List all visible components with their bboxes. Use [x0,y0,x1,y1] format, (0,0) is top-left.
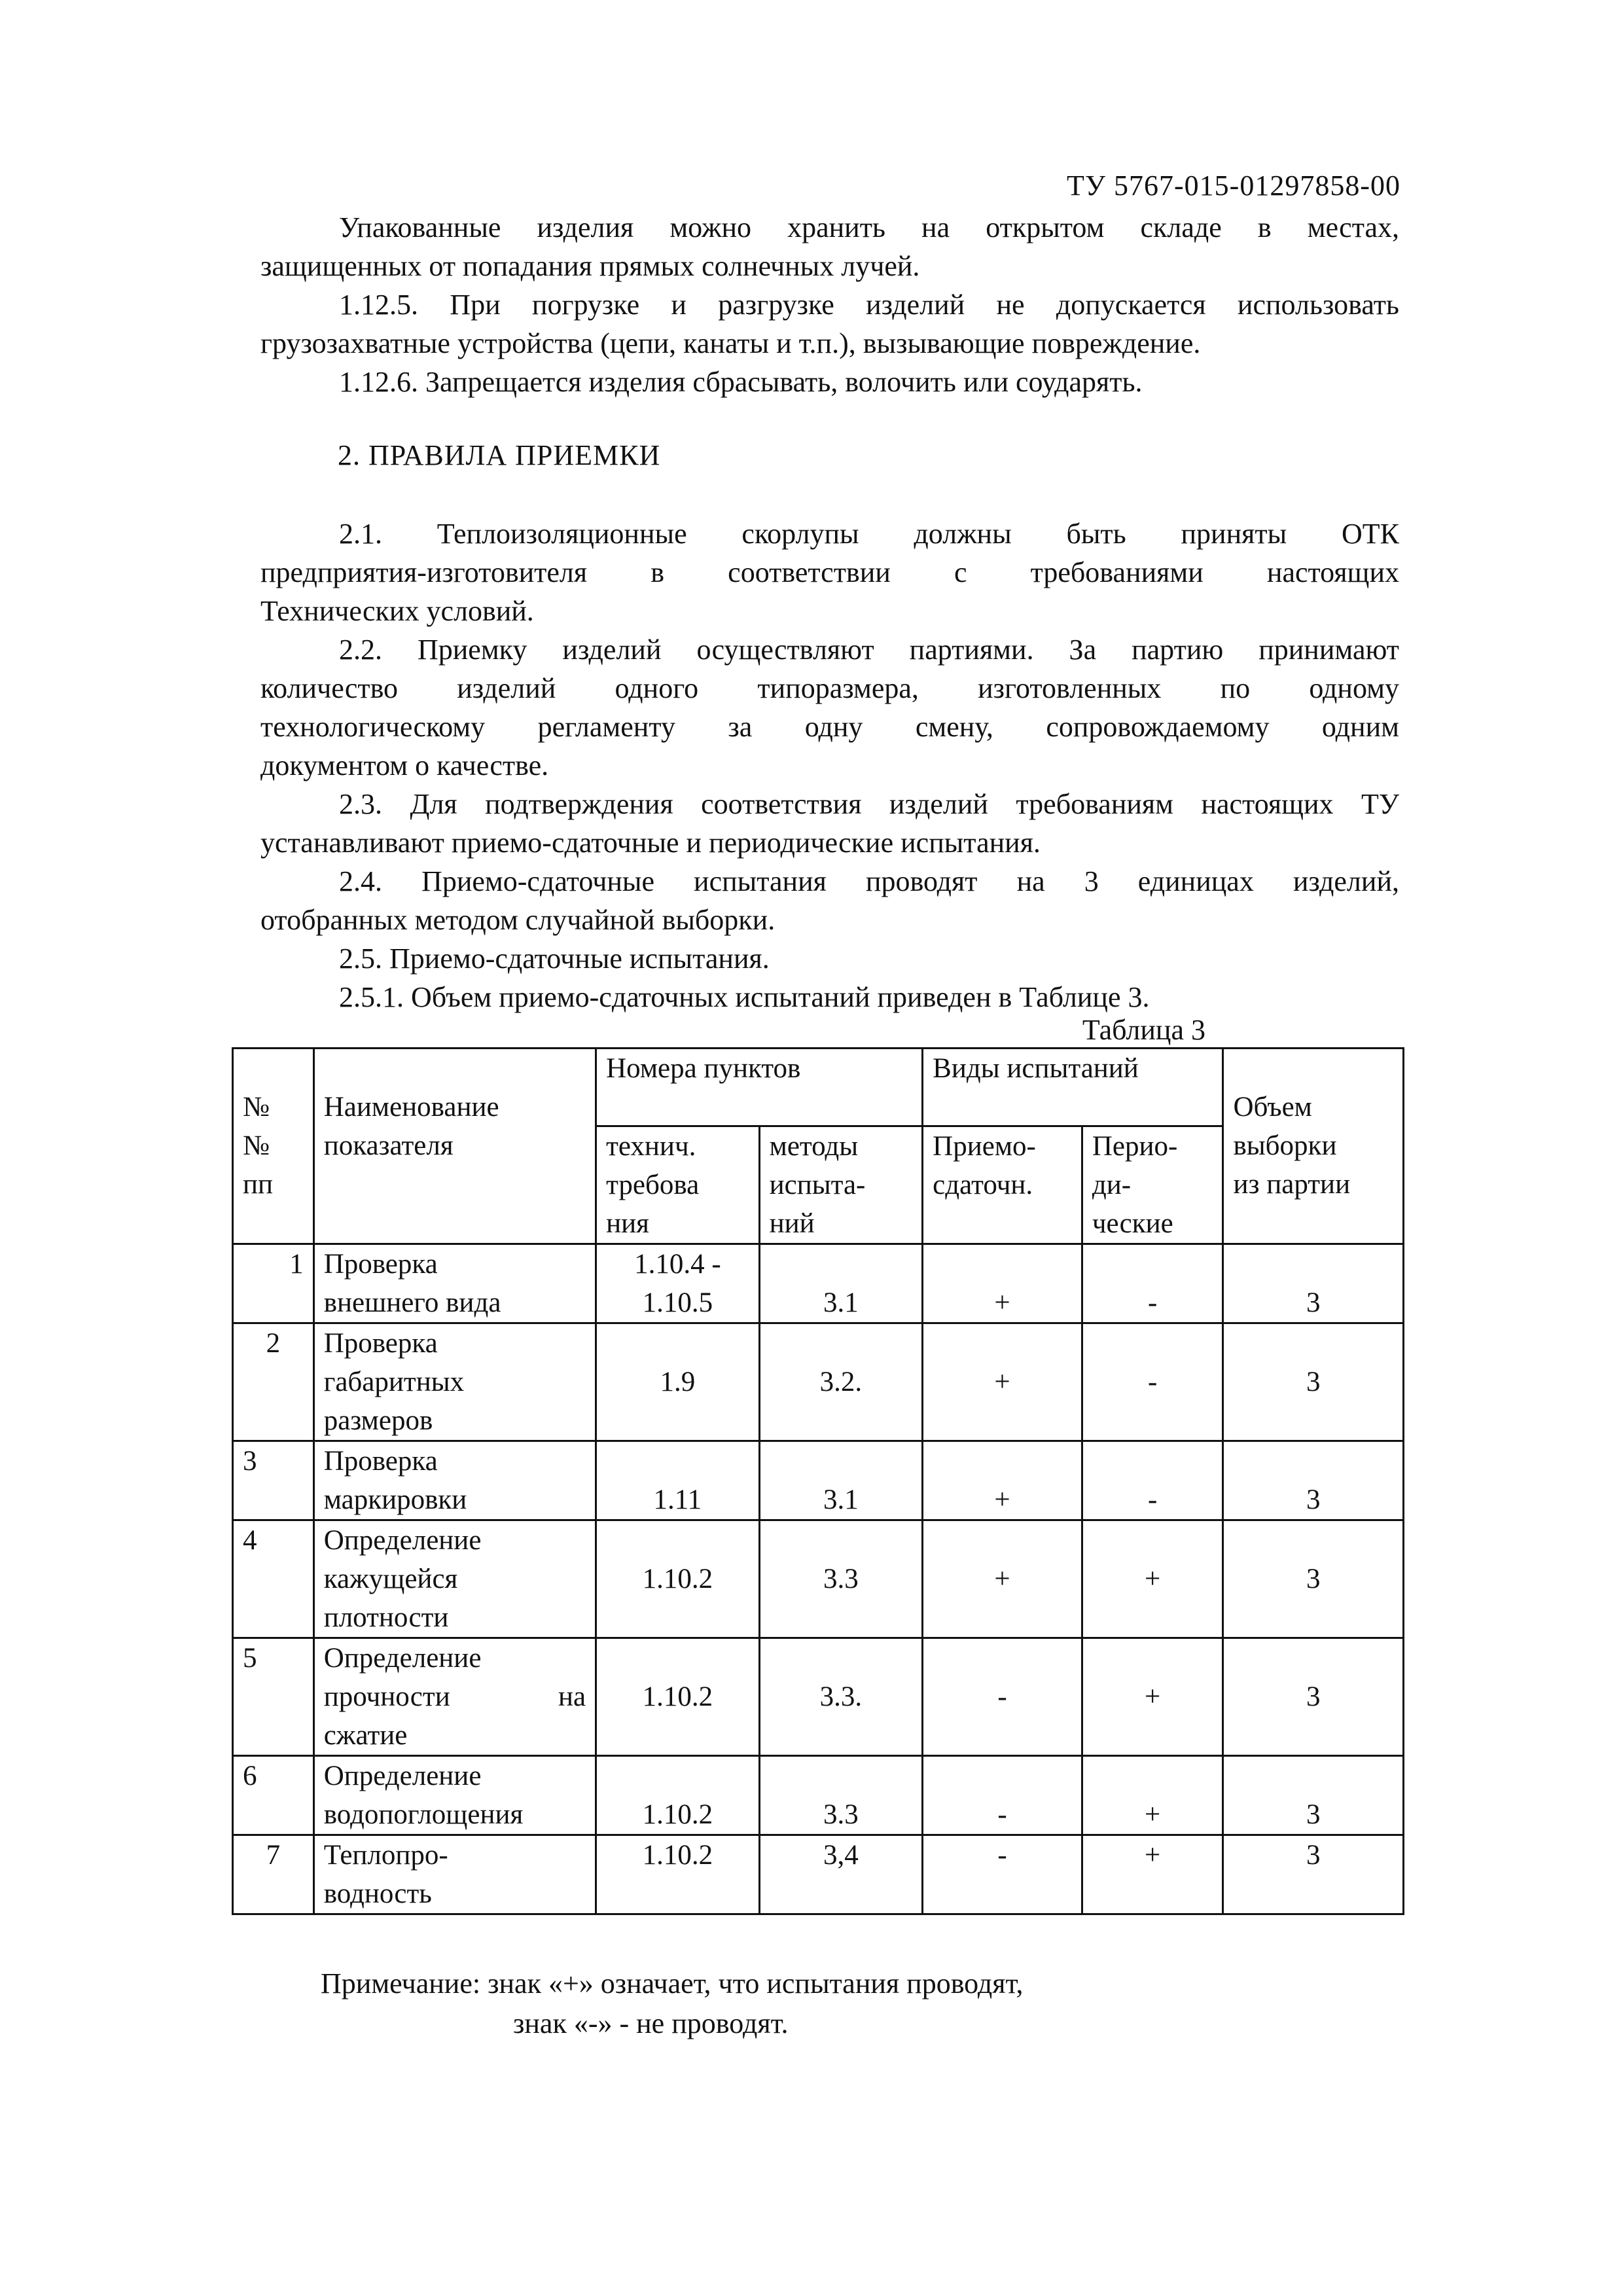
cell-name: Определение прочности на сжатие [313,1638,596,1756]
cell-periodic: - [1082,1244,1223,1323]
cell-volume: 3 [1223,1441,1404,1520]
table-row [233,1520,1404,1638]
cell-num: 2 [233,1323,314,1441]
acceptance-tests-table [232,1047,1404,1915]
paragraph-line: 1.12.6. Запрещается изделия сбрасывать, волочить или соударять. [339,366,1143,398]
cell-acceptance: - [923,1638,1082,1756]
paragraph-line: предприятия-изготовителя в соответствии с требованиями настоящих [260,556,1399,588]
table-header-row [233,1049,1404,1126]
table-row [233,1835,1404,1914]
cell-method: 3.2. [759,1323,923,1441]
header-periodic: Перио- ди- ческие [1082,1126,1223,1244]
cell-num: 3 [233,1441,314,1520]
paragraph-line: Технических условий. [260,595,534,627]
cell-volume: 3 [1223,1638,1404,1756]
note-line: Примечание: знак «+» означает, что испытания проводят, [321,1967,1024,2000]
header-name: Наименование показателя [313,1049,596,1244]
header-volume: Объем выборки из партии [1223,1049,1404,1244]
cell-acceptance: + [923,1520,1082,1638]
cell-tech-req: 1.10.4 - 1.10.5 [596,1244,760,1323]
cell-periodic: - [1082,1441,1223,1520]
document-code: ТУ 5767-015-01297858-00 [1067,170,1400,202]
header-tests: Виды испытаний [923,1049,1223,1126]
cell-tech-req: 1.10.2 [596,1520,760,1638]
cell-name: Теплопро- водность [313,1835,596,1914]
cell-periodic: - [1082,1323,1223,1441]
cell-method: 3.3 [759,1756,923,1835]
cell-periodic: + [1082,1756,1223,1835]
cell-num: 6 [233,1756,314,1835]
paragraph-line: грузозахватные устройства (цепи, канаты и т.п.), вызывающие повреждение. [260,327,1201,359]
cell-method: 3,4 [759,1835,923,1914]
paragraph-line: количество изделий одного типоразмера, изготовленных по одному [260,672,1399,704]
cell-tech-req: 1.10.2 [596,1835,760,1914]
header-acceptance: Приемо- сдаточн. [923,1126,1082,1244]
cell-acceptance: + [923,1244,1082,1323]
paragraph-line: устанавливают приемо-сдаточные и периодические испытания. [260,827,1041,859]
cell-method: 3.1 [759,1441,923,1520]
paragraph-line: 1.12.5. При погрузке и разгрузке изделий не допускается использовать [339,289,1399,321]
cell-tech-req: 1.9 [596,1323,760,1441]
paragraph-line: 2.5. Приемо-сдаточные испытания. [339,942,770,975]
cell-name: Проверка маркировки [313,1441,596,1520]
cell-tech-req: 1.10.2 [596,1756,760,1835]
cell-name: Проверка внешнего вида [313,1244,596,1323]
paragraph-line: 2.1. Теплоизоляционные скорлупы должны быть приняты ОТК [339,518,1399,550]
cell-name: Проверка габаритных размеров [313,1323,596,1441]
paragraph-line: документом о качестве. [260,749,549,781]
cell-volume: 3 [1223,1756,1404,1835]
cell-periodic: + [1082,1520,1223,1638]
table-row [233,1441,1404,1520]
header-num: № № пп [233,1049,314,1244]
cell-acceptance: - [923,1756,1082,1835]
header-methods: методы испыта- ний [759,1126,923,1244]
paragraph-line: 2.4. Приемо-сдаточные испытания проводят на 3 единицах изделий, [339,865,1399,897]
table-caption: Таблица 3 [1082,1014,1205,1046]
cell-method: 3.3. [759,1638,923,1756]
cell-num: 1 [233,1244,314,1323]
paragraph-line: защищенных от попадания прямых солнечных лучей. [260,250,920,282]
cell-num: 4 [233,1520,314,1638]
table-row [233,1244,1404,1323]
cell-volume: 3 [1223,1835,1404,1914]
header-points: Номера пунктов [596,1049,923,1126]
cell-method: 3.3 [759,1520,923,1638]
cell-volume: 3 [1223,1244,1404,1323]
note-line: знак «-» - не проводят. [513,2007,789,2039]
cell-name: Определение водопоглощения [313,1756,596,1835]
paragraph-line: Упакованные изделия можно хранить на открытом складе в местах, [339,211,1399,243]
table-row [233,1323,1404,1441]
table-row [233,1638,1404,1756]
header-tech-req: технич. требова ния [596,1126,760,1244]
cell-acceptance: - [923,1835,1082,1914]
paragraph-line: отобранных методом случайной выборки. [260,904,776,936]
section-heading: 2. ПРАВИЛА ПРИЕМКИ [338,439,661,471]
cell-method: 3.1 [759,1244,923,1323]
cell-periodic: + [1082,1835,1223,1914]
paragraph-line: 2.2. Приемку изделий осуществляют партиями. За партию принимают [339,634,1399,666]
paragraph-line: 2.5.1. Объем приемо-сдаточных испытаний приведен в Таблице 3. [339,981,1150,1013]
paragraph-line: технологическому регламенту за одну смену, сопровождаемому одним [260,711,1399,743]
paragraph-line: 2.3. Для подтверждения соответствия изделий требованиям настоящих ТУ [339,788,1399,820]
cell-acceptance: + [923,1323,1082,1441]
cell-acceptance: + [923,1441,1082,1520]
cell-num: 7 [233,1835,314,1914]
cell-name: Определение кажущейся плотности [313,1520,596,1638]
cell-volume: 3 [1223,1323,1404,1441]
cell-volume: 3 [1223,1520,1404,1638]
cell-periodic: + [1082,1638,1223,1756]
cell-tech-req: 1.11 [596,1441,760,1520]
table-row [233,1756,1404,1835]
cell-num: 5 [233,1638,314,1756]
cell-tech-req: 1.10.2 [596,1638,760,1756]
